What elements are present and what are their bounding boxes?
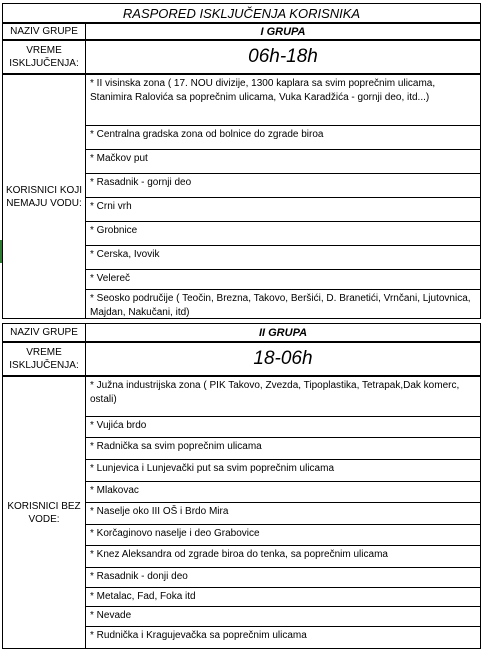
group-1-time: 06h-18h bbox=[86, 40, 481, 74]
list-item: * Južna industrijska zona ( PIK Takovo, Zvezda, Tipoplastika, Tetrapak,Dak komerc, ostali) bbox=[86, 377, 480, 417]
list-item: * Rudnička i Kragujevačka sa poprečnim ulicama bbox=[90, 630, 307, 641]
group-2-users-label: KORISNICI BEZ VODE: bbox=[2, 376, 86, 649]
list-item: * Vujića brdo bbox=[86, 417, 480, 438]
group-1-name-label: NAZIV GRUPE bbox=[2, 23, 86, 40]
list-item: * Lunjevica i Lunjevački put sa svim poprečnim ulicama bbox=[86, 460, 480, 482]
list-item: * Seosko područije ( Teočin, Brezna, Takovo, Beršići, D. Branetići, Vrnčani, Ljutovnica, Majdan, Nakučani, itd) bbox=[90, 293, 471, 318]
group-2-name-label: NAZIV GRUPE bbox=[2, 323, 86, 342]
list-item: * Grobnice bbox=[86, 222, 480, 246]
list-item: * Velereč bbox=[86, 270, 480, 290]
list-item: * Centralna gradska zona od bolnice do zgrade biroa bbox=[86, 126, 480, 150]
list-item: * Metalac, Fad, Foka itd bbox=[86, 588, 480, 607]
list-item: * Nevade bbox=[86, 607, 480, 627]
group-1-time-label: VREME ISKLJUČENJA: bbox=[2, 40, 86, 74]
sheet-title: RASPORED ISKLJUČENJA KORISNIKA bbox=[2, 3, 481, 23]
list-item: * Rasadnik - gornji deo bbox=[86, 174, 480, 198]
group-2-items bbox=[86, 376, 481, 649]
group-1-items bbox=[86, 74, 481, 319]
list-item: * Korčaginovo naselje i deo Grabovice bbox=[86, 525, 480, 546]
group-1-users-label: KORISNICI KOJI NEMAJU VODU: bbox=[2, 74, 86, 319]
group-2-time: 18-06h bbox=[86, 342, 481, 376]
group-2-time-label: VREME ISKLJUČENJA: bbox=[2, 342, 86, 376]
list-item: * Rasadnik - donji deo bbox=[86, 568, 480, 588]
list-item: * Radnička sa svim poprečnim ulicama bbox=[86, 438, 480, 460]
list-item: * Mačkov put bbox=[86, 150, 480, 174]
group-2-name: II GRUPA bbox=[86, 323, 481, 342]
group-1-name: I GRUPA bbox=[86, 23, 481, 40]
list-item: * Crni vrh bbox=[86, 198, 480, 222]
list-item: * Mlakovac bbox=[86, 482, 480, 503]
list-item: * II visinska zona ( 17. NOU divizije, 1300 kaplara sa svim poprečnim ulicama, Stanimira Ralovića sa poprečnim ulicama, Vuka Karadžića - gornji deo, itd...) bbox=[86, 75, 480, 126]
list-item: * Knez Aleksandra od zgrade biroa do tenka, sa poprečnim ulicama bbox=[86, 546, 480, 568]
list-item: * Cerska, Ivovik bbox=[86, 246, 480, 270]
list-item: * Naselje oko III OŠ i Brdo Mira bbox=[86, 503, 480, 525]
